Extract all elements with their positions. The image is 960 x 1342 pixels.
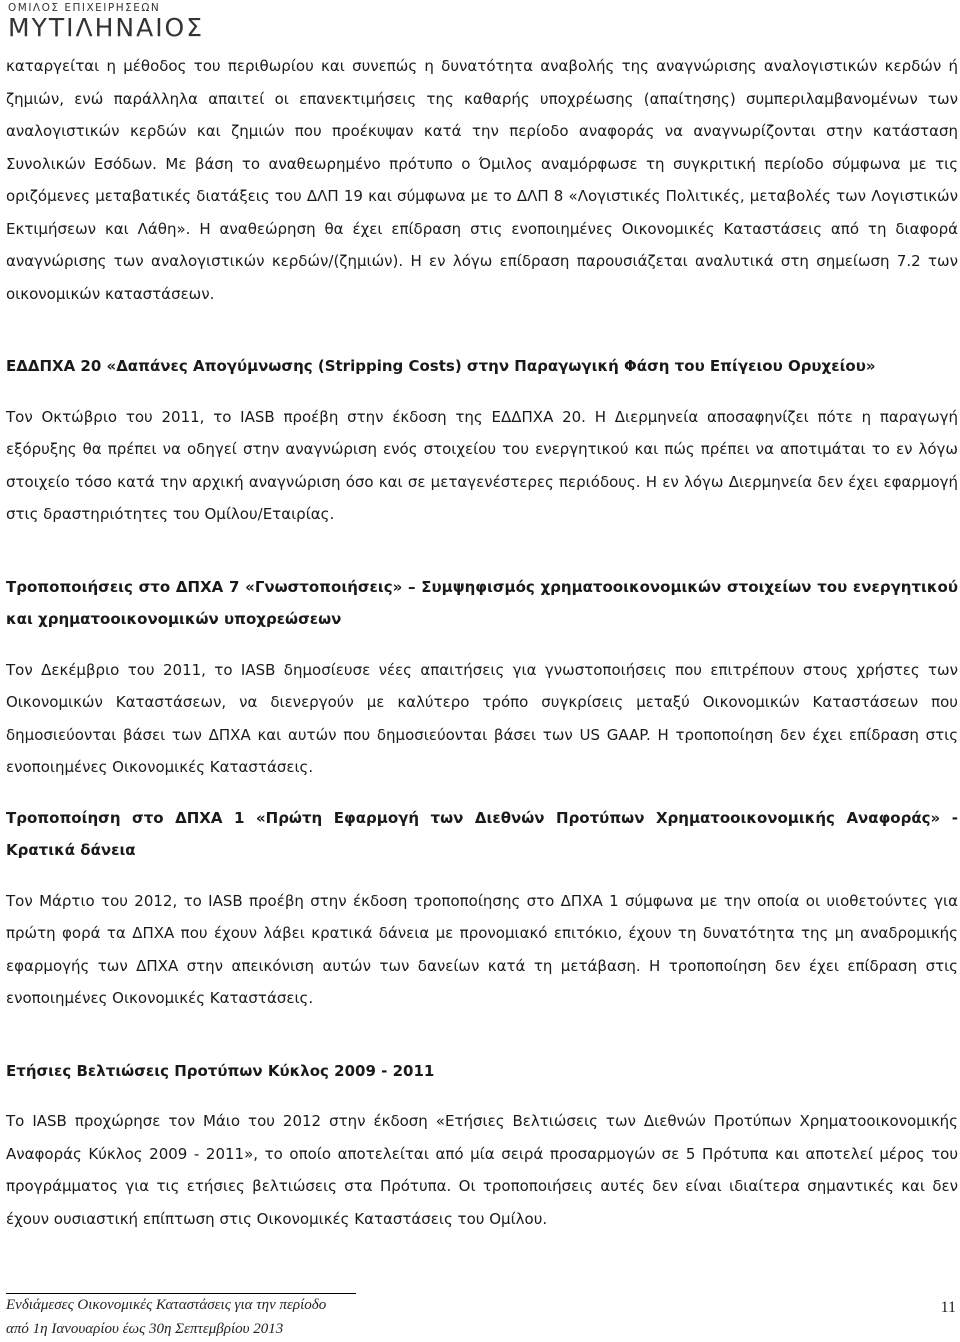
paragraph-ias19: καταργείται η μέθοδος του περιθωρίου και συνεπώς η δυνατότητα αναβολής της αναγνώρισης αναλογιστικών κερδών ή ζημιών, ενώ παράλληλα απαιτεί οι επανεκτιμήσεις της καθαρής υποχρέωσης (απαίτησης) συμπεριλαμβανομένων των αναλογιστικών κερδών και ζημιών που προέκυψαν κατά την περίοδο αναφοράς να αναγνωρίζονται στην κατάσταση Συνολικών Εσόδων. Με βάση το αναθεωρημένο πρότυπο ο Όμιλος αναμόρφωσε τη συγκριτική περίοδο σύμφωνα με τις οριζόμενες μεταβατικές διατάξεις του ΔΛΠ 19 και σύμφωνα με το ΔΛΠ 8 «Λογιστικές Πολιτικές, μεταβολές των Λογιστικών Εκτιμήσεων και Λάθη». Η αναθεώρηση θα έχει επίδραση στις ενοποιημένες Οικονομικές Καταστάσεις από τη διαφορά αναγνώρισης των αναλογιστικών κερδών/(ζημιών). Η εν λόγω επίδραση παρουσιάζεται αναλυτικά στη σημείωση 7.2 των οικονομικών καταστάσεων.: [6, 57, 958, 303]
page-number: 11: [940, 1299, 956, 1316]
heading-ifrs1: Τροποποίηση στο ΔΠΧΑ 1 «Πρώτη Εφαρμογή των Διεθνών Προτύπων Χρηματοοικονομικής Αναφοράς» - Κρατικά δάνεια: [6, 808, 958, 859]
footer-period: από 1η Ιανουαρίου έως 30η Σεπτεμβρίου 2013: [6, 1321, 284, 1337]
paragraph-annual-improvements: Το IASB προχώρησε τον Μάιο του 2012 στην έκδοση «Ετήσιες Βελτιώσεις των Διεθνών Προτύπων Χρηματοοικονομικής Αναφοράς Κύκλος 2009 - 2011», το οποίο αποτελείται από μία σειρά προσαρμογών σε 5 Πρότυπα και αποτελεί μέρος του προγράμματος για τις ετήσιες βελτιώσεις στα Πρότυπα. Οι τροποποιήσεις αυτές δεν είναι ιδιαίτερα σημαντικές και δεν έχουν ουσιαστική επίπτωση στις Οικονομικές Καταστάσεις του Ομίλου.: [6, 1112, 958, 1228]
heading-ifric20: ΕΔΔΠΧΑ 20 «Δαπάνες Απογύμνωσης (Stripping Costs) στην Παραγωγική Φάση του Επίγειου Ορυχείου»: [6, 357, 876, 375]
footer-title: Ενδιάμεσες Οικονομικές Καταστάσεις για την περίοδο: [6, 1297, 327, 1313]
page-footer: [6, 1293, 958, 1337]
footer-divider: [6, 1293, 356, 1294]
logo-group-text: ΟΜΙΛΟΣ ΕΠΙΧΕΙΡΗΣΕΩΝ: [8, 2, 161, 14]
paragraph-ifrs1: Τον Μάρτιο του 2012, το IASB προέβη στην έκδοση τροποποίησης στο ΔΠΧΑ 1 σύμφωνα με την οποία οι υιοθετούντες για πρώτη φορά τα ΔΠΧΑ που έχουν λάβει κρατικά δάνεια με προνομιακό επιτόκιο, έχουν τη δυνατότητα της μη αναδρομικής εφαρμογής των ΔΠΧΑ στην απεικόνιση αυτών των δανείων κατά τη μετάβαση. Η τροποποίηση δεν έχει επίδραση στις ενοποιημένες Οικονομικές Καταστάσεις.: [6, 891, 958, 1007]
document-body: [6, 50, 958, 1235]
paragraph-ifrs7: Τον Δεκέμβριο του 2011, το IASB δημοσίευσε νέες απαιτήσεις για γνωστοποιήσεις που επιτρέπουν στους χρήστες των Οικονομικών Καταστάσεων, να διενεργούν με καλύτερο τρόπο συγκρίσεις μεταξύ Οικονομικών Καταστάσεων που δημοσιεύονται βάσει των ΔΠΧΑ και αυτών που δημοσιεύονται βάσει των US GAAP. Η τροποποίηση δεν έχει επίδραση στις ενοποιημένες Οικονομικές Καταστάσεις.: [6, 660, 958, 776]
company-logo: [8, 2, 204, 42]
logo-company-name: ΜΥΤΙΛΗΝΑΙΟΣ: [8, 13, 205, 42]
paragraph-ifric20: Τον Οκτώβριο του 2011, το IASB προέβη στην έκδοση της ΕΔΔΠΧΑ 20. Η Διερμηνεία αποσαφηνίζει πότε η παραγωγή εξόρυξης θα πρέπει να οδηγεί στην αναγνώριση ενός στοιχείου του ενεργητικού και πώς πρέπει να αποτιμάται το εν λόγω στοιχείο τόσο κατά την αρχική αναγνώριση όσο και σε μεταγενέστερες περιόδους. Η εν λόγω Διερμηνεία δεν έχει εφαρμογή στις δραστηριότητες του Ομίλου/Εταιρίας.: [6, 407, 958, 523]
heading-ifrs7: Τροποποιήσεις στο ΔΠΧΑ 7 «Γνωστοποιήσεις» – Συμψηφισμός χρηματοοικονομικών στοιχείων του ενεργητικού και χρηματοοικονομικών υποχρεώσεων: [6, 577, 958, 628]
heading-annual-improvements: Ετήσιες Βελτιώσεις Προτύπων Κύκλος 2009 - 2011: [6, 1061, 435, 1080]
